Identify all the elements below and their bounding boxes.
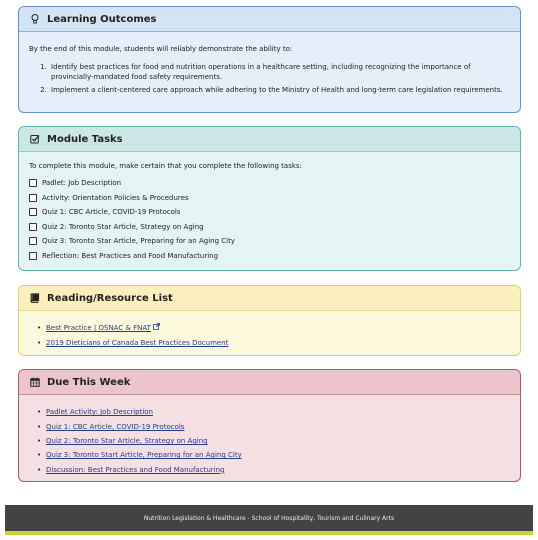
calendar-icon (29, 377, 41, 387)
checkbox[interactable] (29, 208, 37, 216)
quiz-3-link[interactable]: • Quiz 3: Toronto Start Article, Preparing for an Aging City (46, 451, 242, 460)
module-tasks-intro: To complete this module, make certain that you complete the following tasks: (29, 162, 302, 170)
reading-list-card (18, 285, 521, 356)
task-label: Padlet: Job Description (42, 179, 122, 188)
task-label: Quiz 2: Toronto Star Article, Strategy on Aging (42, 222, 204, 231)
task-item[interactable] (29, 176, 510, 191)
learning-outcomes-list (49, 62, 510, 95)
list-item (46, 321, 510, 335)
task-label: Reflection: Best Practices and Food Manufacturing (42, 251, 219, 260)
checkbox[interactable] (29, 179, 37, 187)
checkbox[interactable] (29, 194, 37, 202)
due-this-week-title: Due This Week (47, 376, 131, 388)
task-item[interactable] (29, 220, 510, 235)
learning-outcomes-title: Learning Outcomes (47, 13, 157, 25)
due-this-week-card (18, 369, 521, 482)
checkbox[interactable] (29, 252, 37, 260)
discussion-link[interactable]: • Discussion: Best Practices and Food Manufacturing (46, 465, 225, 474)
lightbulb-icon (29, 14, 41, 24)
module-tasks-header (19, 127, 520, 152)
reading-list-header (19, 286, 520, 311)
task-label: Quiz 3: Toronto Star Article, Preparing for an Aging City (42, 237, 235, 246)
list-item (46, 463, 510, 477)
due-this-week-header (19, 370, 520, 395)
task-label: Quiz 1: CBC Article, COVID-19 Protocols (42, 208, 181, 217)
list-item (46, 419, 510, 433)
list-item (46, 335, 510, 349)
footer-accent-bar (5, 531, 533, 535)
reading-list-title: Reading/Resource List (47, 292, 173, 304)
checkbox-checked-icon (29, 134, 41, 144)
best-practice-link[interactable]: • Best Practice | OSNAC & FNAT (46, 324, 151, 333)
learning-outcomes-header (19, 7, 520, 32)
book-icon (29, 293, 41, 303)
quiz-1-link[interactable]: • Quiz 1: CBC Article, COVID-19 Protocols (46, 422, 185, 431)
task-label: Activity: Orientation Policies & Procedures (42, 193, 189, 202)
task-item[interactable] (29, 249, 510, 264)
module-tasks-card (18, 126, 521, 271)
quiz-2-link[interactable]: • Quiz 2: Toronto Star Article, Strategy on Aging (46, 436, 208, 445)
learning-outcomes-card (18, 6, 521, 113)
list-item: 2. Implement a client-centered care approach while adhering to the Ministry of Health and long-term care legislation requirements. (49, 85, 510, 95)
checkbox[interactable] (29, 223, 37, 231)
list-item: 1. Identify best practices for food and nutrition operations in a healthcare setting, including recognizing the importance of provincially-mandated food safety requirements. (49, 62, 510, 82)
list-item (46, 434, 510, 448)
external-link-icon[interactable] (153, 323, 160, 334)
learning-outcomes-intro: By the end of this module, students will reliably demonstrate the ability to: (29, 45, 293, 53)
list-item (46, 405, 510, 419)
dieticians-document-link[interactable]: • 2019 Dieticians of Canada Best Practices Document (46, 338, 229, 347)
checkbox[interactable] (29, 237, 37, 245)
footer (5, 505, 533, 535)
task-item[interactable] (29, 234, 510, 249)
padlet-activity-link[interactable]: • Padlet Activity: Job Description (46, 408, 153, 417)
task-item[interactable] (29, 191, 510, 206)
list-item (46, 448, 510, 462)
task-item[interactable] (29, 205, 510, 220)
module-tasks-title: Module Tasks (47, 133, 123, 145)
footer-text: Nutrition Legislation & Healthcare - School of Hospitality, Tourism and Culinary Arts (143, 514, 395, 522)
